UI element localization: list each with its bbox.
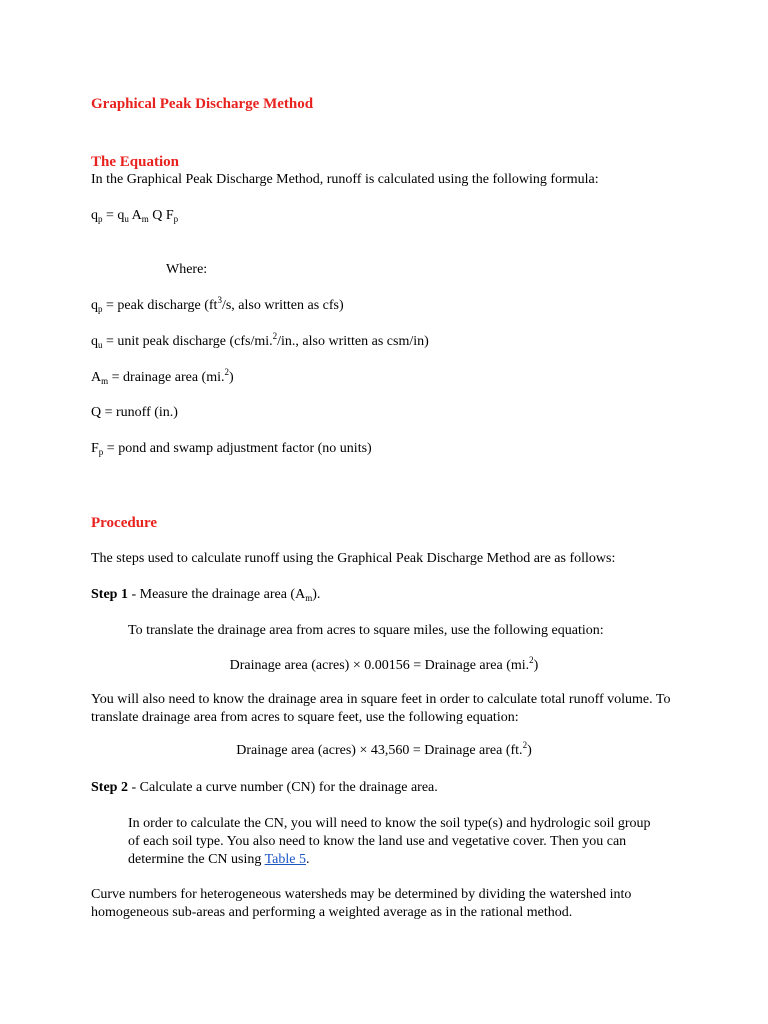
step-1-label: Step 1 <box>91 587 128 602</box>
formula-eq: = q <box>102 208 125 223</box>
def-qu-symbol: q <box>91 334 98 349</box>
equation-acres-to-sq-miles <box>91 657 677 675</box>
def-qu-text-end: /in., also written as csm/in) <box>277 334 429 349</box>
def-am <box>91 369 234 387</box>
def-am-text-end: ) <box>228 370 234 385</box>
cn-paragraph-text: In order to calculate the CN, you will need to know the soil type(s) and hydrologic soil group of each soil type. You also need to know the land use and vegetative cover. Then you can determine the CN using <box>128 816 651 867</box>
def-fp <box>91 440 372 458</box>
def-am-symbol: A <box>91 370 102 385</box>
def-qu-sub: u <box>98 340 103 350</box>
step-2-text: - Calculate a curve number (CN) for the drainage area. <box>127 780 438 795</box>
table-5-link[interactable]: Table 5 <box>264 852 307 867</box>
def-fp-text: = pond and swamp adjustment factor (no units) <box>103 441 372 456</box>
def-qu-sup: 2 <box>272 331 278 341</box>
equation-1-sup: 2 <box>529 655 534 665</box>
equation-2-end: ) <box>527 743 532 758</box>
def-qu <box>91 333 429 351</box>
step-1-end: ). <box>312 587 321 602</box>
formula-sub-p: p <box>98 214 103 224</box>
step-1 <box>91 586 320 604</box>
def-fp-symbol: F <box>91 441 99 456</box>
formula-qf: Q F <box>148 208 174 223</box>
formula <box>91 207 178 225</box>
formula-sub-m: m <box>141 214 149 224</box>
def-qp-sub: p <box>98 304 103 314</box>
equation-2-sup: 2 <box>522 740 528 750</box>
section-heading-procedure: Procedure <box>91 515 158 531</box>
intro-text: In the Graphical Peak Discharge Method, runoff is calculated using the following formula: <box>91 172 599 187</box>
translate-instruction: To translate the drainage area from acres to square miles, use the following equation: <box>128 623 604 638</box>
formula-sub-u: u <box>124 214 129 224</box>
def-am-text: = drainage area (mi. <box>108 370 225 385</box>
step-2 <box>91 779 438 797</box>
step-2-label: Step 2 <box>91 780 128 795</box>
cn-paragraph-end: . <box>306 852 310 867</box>
def-qu-text: = unit peak discharge (cfs/mi. <box>102 334 273 349</box>
equation-acres-to-sq-feet <box>91 742 677 760</box>
formula-q: q <box>91 208 98 223</box>
def-am-sub: m <box>101 376 109 386</box>
square-feet-paragraph: You will also need to know the drainage area in square feet in order to calculate total runoff volume. To translate drainage area from acres to square feet, use the following equation: <box>91 692 671 725</box>
def-qp-sup: 3 <box>217 295 222 305</box>
def-q: Q = runoff (in.) <box>91 405 178 420</box>
page-title: Graphical Peak Discharge Method <box>91 96 314 112</box>
def-am-sup: 2 <box>224 367 229 377</box>
procedure-intro: The steps used to calculate runoff using the Graphical Peak Discharge Method are as follows: <box>91 551 616 566</box>
section-heading-equation: The Equation <box>91 154 179 170</box>
equation-2-text: Drainage area (acres) × 43,560 = Drainage area (ft. <box>236 743 523 758</box>
formula-sub-p2: p <box>173 214 179 224</box>
def-qp-text: = peak discharge (ft <box>102 298 218 313</box>
where-label: Where: <box>166 262 208 277</box>
step-1-sub: m <box>305 593 313 603</box>
def-qp <box>91 297 344 315</box>
curve-numbers-paragraph: Curve numbers for heterogeneous watersheds may be determined by dividing the watershed into homogeneous sub-areas and performing a weighted average as in the rational method. <box>91 887 632 920</box>
cn-paragraph <box>128 815 660 869</box>
def-fp-sub: p <box>98 447 104 457</box>
def-qp-symbol: q <box>91 298 98 313</box>
def-qp-text-end: /s, also written as cfs) <box>221 298 344 313</box>
step-1-text: - Measure the drainage area (A <box>127 587 306 602</box>
formula-a: A <box>128 208 142 223</box>
equation-1-text: Drainage area (acres) × 0.00156 = Drainage area (mi. <box>229 658 530 673</box>
equation-1-end: ) <box>533 658 539 673</box>
